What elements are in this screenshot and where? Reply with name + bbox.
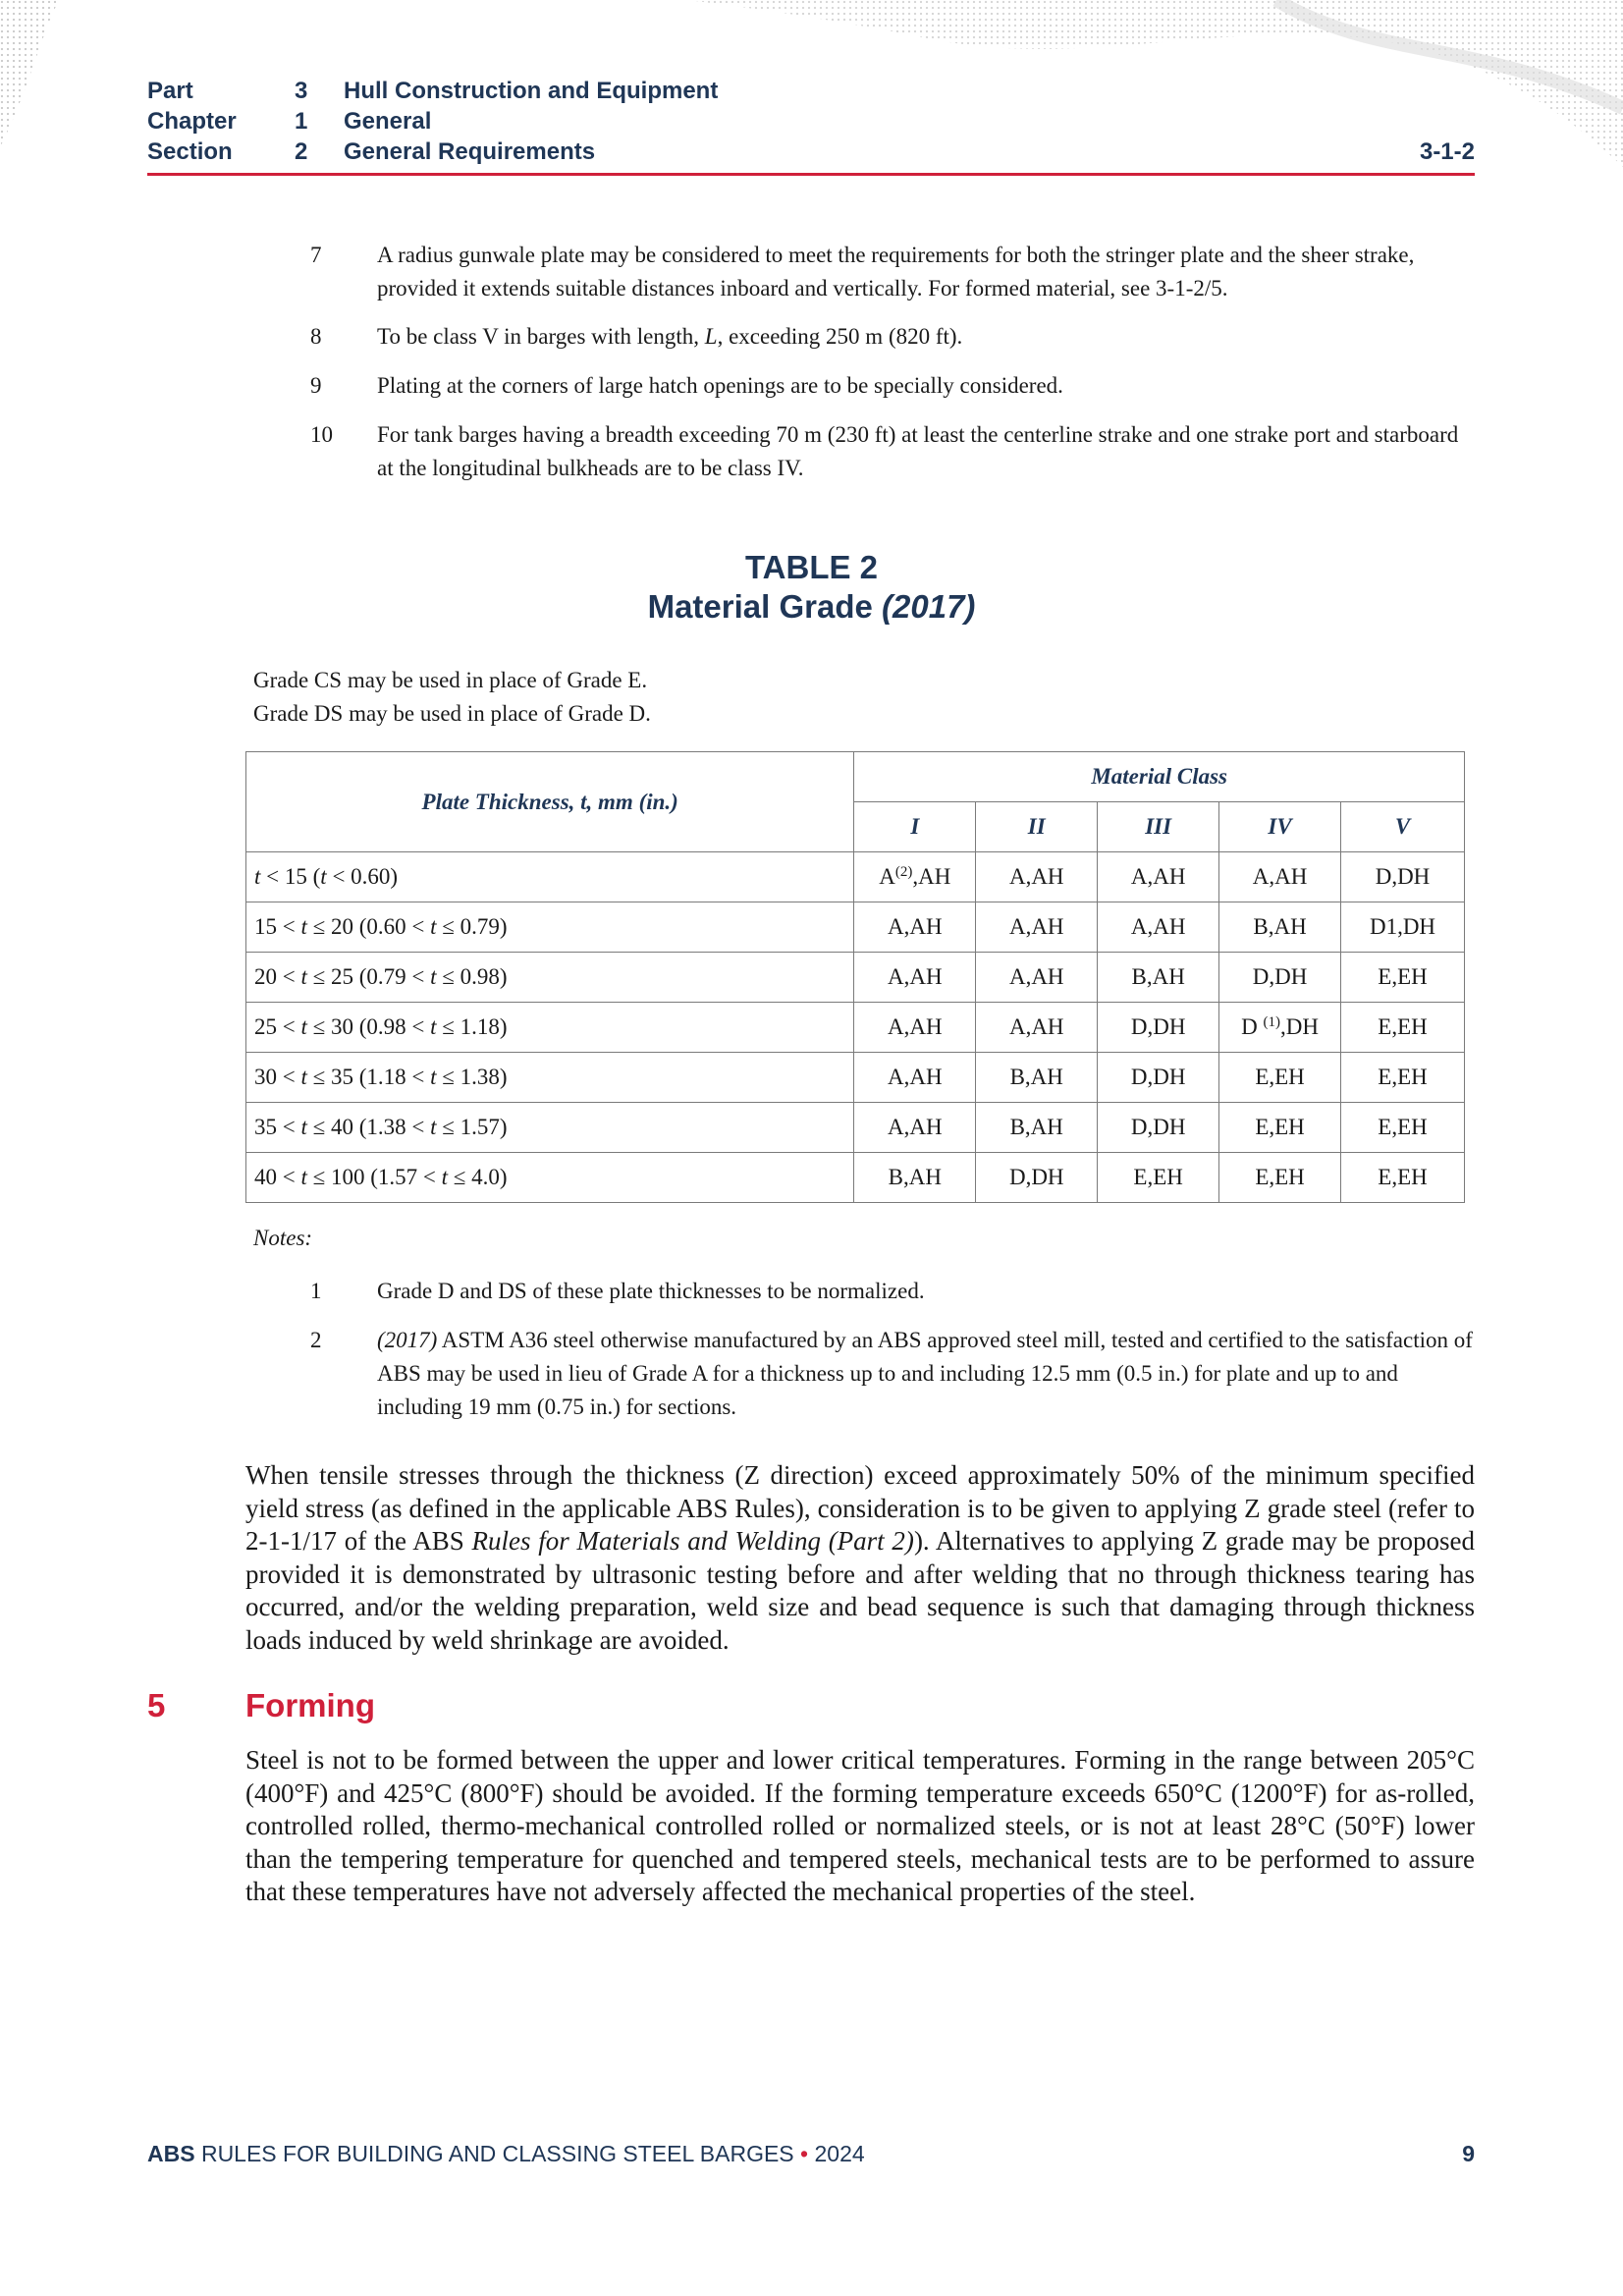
header-section-label: Section [147, 138, 233, 165]
t-min: 40 [254, 1165, 277, 1189]
t-max-in: 1.38 [460, 1065, 500, 1089]
grade-cell: D,DH [1098, 1103, 1219, 1153]
page-footer [147, 2141, 1475, 2167]
t-max-in: 0.98 [460, 964, 500, 989]
grade-cell: D,DH [1098, 1003, 1219, 1053]
note-year: (2017) [377, 1328, 438, 1352]
forming-paragraph: Steel is not to be formed between the upper and lower critical temperatures. Forming in the range between 205°C (400°F) and 425°C (800°F) should be avoided. If the forming temperature exceeds 650°C (1200°F) for as-rolled, controlled rolled, thermo-mechanical controlled rolled or normalized steels, or is not at least 28°C (50°F) lower than the tempering temperature for quenched and tempered steels, mechanical tests are to be performed to assure that these temperatures have not adversely affected the mechanical properties of the steel. [245, 1745, 1475, 1906]
t-max-in: 0.60 [351, 864, 391, 889]
grade-cell: D,DH [976, 1153, 1098, 1203]
note-num: 1 [310, 1279, 322, 1303]
thickness-cell: t < 15 (t < 0.60) [246, 852, 854, 902]
col-header-material-class: Material Class [854, 752, 1465, 802]
t-min: 35 [254, 1115, 277, 1139]
grade-cell: A,AH [976, 902, 1098, 953]
note-num: 2 [310, 1328, 322, 1352]
grade-cell: E,EH [1341, 953, 1465, 1003]
footnote-text: For tank barges having a breadth exceeding 70 m (230 ft) at least the centerline strake and one strake port and starboard at the longitudinal bulkheads are to be class IV. [377, 422, 1459, 480]
footnote-text-pre: To be class V in barges with length, [377, 324, 705, 349]
footnote-num: 8 [310, 324, 322, 349]
grade-cell: B,AH [976, 1103, 1098, 1153]
t-max-in: 1.18 [460, 1014, 500, 1039]
material-grade-table [245, 751, 1465, 1203]
table-row [246, 1153, 1465, 1203]
grade-cell: A,AH [854, 1003, 976, 1053]
grade-main: A [879, 864, 895, 889]
grade-cell: A,AH [854, 902, 976, 953]
table-row [246, 1103, 1465, 1153]
footnote-num: 9 [310, 373, 322, 398]
footer-year: 2024 [808, 2141, 865, 2166]
header-chapter-label: Chapter [147, 108, 237, 135]
footnote-text: Plating at the corners of large hatch openings are to be specially considered. [377, 373, 1063, 398]
col-header-class-ii: II [976, 802, 1098, 852]
page-number: 9 [1462, 2141, 1475, 2166]
grade-cell: A,AH [1219, 852, 1341, 902]
grade-cell: E,EH [1219, 1153, 1341, 1203]
thickness-cell: 20 < t ≤ 25 (0.79 < t ≤ 0.98) [246, 953, 854, 1003]
notes-label: Notes: [253, 1226, 313, 1250]
t-min-in: 1.38 [366, 1115, 406, 1139]
grade-cell: A,AH [1098, 902, 1219, 953]
footnote-var: L [704, 324, 718, 349]
z-para-pre: When tensile stresses through the thickness (Z direction) exceed approximately 50% of the minimum specified yield stress (as defined in the applicable ABS Rules), consideration is to be given to applying Z grade steel (refer to 2-1-1/17 of the ABS [245, 1460, 1475, 1556]
grade-cell: A,AH [976, 852, 1098, 902]
table-row [246, 953, 1465, 1003]
grade-cell: B,AH [1219, 902, 1341, 953]
grade-cell: E,EH [1341, 1153, 1465, 1203]
thickness-cell: 15 < t ≤ 20 (0.60 < t ≤ 0.79) [246, 902, 854, 953]
t-max: 25 [331, 964, 353, 989]
section-number: 5 [147, 1687, 166, 1723]
footnote-text-post: , exceeding 250 m (820 ft). [717, 324, 963, 349]
header-part-label: Part [147, 78, 193, 104]
grade-cell: A,AH [854, 953, 976, 1003]
t-min-in: 0.60 [366, 914, 406, 939]
t-min-in: 1.57 [377, 1165, 418, 1189]
grade-cell: A,AH [854, 1103, 976, 1153]
table-title: TABLE 2 [744, 549, 879, 585]
t-min: 15 [254, 914, 277, 939]
grade-cell: E,EH [1341, 1053, 1465, 1103]
grade-main: D [1241, 1014, 1264, 1039]
footnote-10 [310, 418, 1475, 485]
footer-title: RULES FOR BUILDING AND CLASSING STEEL BARGES [194, 2141, 801, 2166]
grade-note-ref: (2) [894, 864, 913, 880]
t-max-in: 1.57 [460, 1115, 500, 1139]
col-header-thickness: Plate Thickness, t, mm (in.) [246, 752, 854, 852]
grade-note-ref: (1) [1263, 1014, 1280, 1030]
table-row [246, 902, 1465, 953]
grade-cell: A,AH [976, 1003, 1098, 1053]
header-section-row [147, 137, 1475, 167]
table-row [246, 1003, 1465, 1053]
t-max: 15 [284, 864, 307, 889]
header-part-row [147, 76, 1475, 106]
running-header [147, 76, 1475, 167]
t-max: 30 [331, 1014, 353, 1039]
grade-cell: B,AH [1098, 953, 1219, 1003]
grade-cell: A,AH [854, 1053, 976, 1103]
grade-cell: E,EH [1341, 1103, 1465, 1153]
footnote-text: A radius gunwale plate may be considered to meet the requirements for both the stringer plate and the sheer strake, provided it extends suitable distances inboard and vertically. For formed material, see 3-1-2/5. [377, 243, 1415, 301]
t-min-in: 1.18 [366, 1065, 406, 1089]
t-max-in: 4.0 [471, 1165, 500, 1189]
note-text: Grade D and DS of these plate thicknesses to be normalized. [377, 1279, 925, 1303]
z-para-post: ). Alternatives to applying Z grade may be proposed provided it is demonstrated by ultrasonic testing before and after welding that no through thickness tearing has occurred, and/or the welding preparation, weld size and bead sequence is such that damaging through thickness loads induced by weld shrinkage are avoided. [245, 1526, 1475, 1655]
grade-cell: E,EH [1219, 1053, 1341, 1103]
grade-cell [854, 852, 976, 902]
footnote-9 [310, 369, 1475, 403]
t-max: 40 [331, 1115, 353, 1139]
footnote-num: 10 [310, 422, 333, 447]
z-grade-paragraph [245, 1459, 1475, 1657]
col-header-class-v: V [1341, 802, 1465, 852]
grade-cell: E,EH [1341, 1003, 1465, 1053]
header-part-num: 3 [295, 78, 308, 104]
note-body: ASTM A36 steel otherwise manufactured by an ABS approved steel mill, tested and certified to the satisfaction of ABS may be used in lieu of Grade A for a thickness up to and including 12.5 mm (0.5 in.) for plate and up to and including 19 mm (0.75 in.) for sections. [377, 1328, 1473, 1419]
header-chapter-num: 1 [295, 108, 308, 135]
grade-cell: D,DH [1098, 1053, 1219, 1103]
header-part-title: Hull Construction and Equipment [344, 78, 719, 104]
table-subtitle-year: (2017) [882, 588, 976, 625]
table-note-1 [310, 1275, 1475, 1308]
t-max: 100 [331, 1165, 365, 1189]
header-section-title: General Requirements [344, 138, 596, 165]
t-min-in: 0.98 [366, 1014, 406, 1039]
grade-cell: D,DH [1219, 953, 1341, 1003]
grade-cell: E,EH [1098, 1153, 1219, 1203]
table-subtitle [0, 587, 1623, 627]
grade-rest: ,DH [1280, 1014, 1319, 1039]
footnote-num: 7 [310, 243, 322, 267]
col-header-class-i: I [854, 802, 976, 852]
t-min: 30 [254, 1065, 277, 1089]
table-note-2 [310, 1324, 1475, 1424]
col-header-class-iii: III [1098, 802, 1219, 852]
t-max-in: 0.79 [460, 914, 500, 939]
grade-cell: D,DH [1341, 852, 1465, 902]
grade-cell: A,AH [1098, 852, 1219, 902]
thickness-cell: 35 < t ≤ 40 (1.38 < t ≤ 1.57) [246, 1103, 854, 1153]
table-preamble-1: Grade CS may be used in place of Grade E. [253, 668, 648, 692]
grade-rest: ,AH [912, 864, 951, 889]
grade-cell: E,EH [1219, 1103, 1341, 1153]
footnote-8 [310, 320, 1475, 354]
t-max: 35 [331, 1065, 353, 1089]
thickness-cell: 40 < t ≤ 100 (1.57 < t ≤ 4.0) [246, 1153, 854, 1203]
header-section-num: 2 [295, 138, 308, 165]
footnote-text [377, 320, 1475, 354]
t-min: 20 [254, 964, 277, 989]
col-header-class-iv: IV [1219, 802, 1341, 852]
t-min: 25 [254, 1014, 277, 1039]
table-subtitle-text: Material Grade [647, 588, 873, 625]
footer-brand: ABS [147, 2141, 195, 2166]
grade-cell: D1,DH [1341, 902, 1465, 953]
thickness-cell: 25 < t ≤ 30 (0.98 < t ≤ 1.18) [246, 1003, 854, 1053]
grade-cell: B,AH [976, 1053, 1098, 1103]
grade-cell [1219, 1003, 1341, 1053]
z-para-ref: Rules for Materials and Welding (Part 2) [471, 1526, 914, 1556]
header-section-ref: 3-1-2 [1419, 138, 1475, 165]
t-max: 20 [331, 914, 353, 939]
note-text [377, 1324, 1475, 1424]
table-preamble-2: Grade DS may be used in place of Grade D. [253, 701, 651, 726]
header-chapter-row [147, 106, 1475, 137]
t-min-in: 0.79 [366, 964, 406, 989]
header-rule [147, 173, 1475, 176]
table-row [246, 852, 1465, 902]
footer-bullet: • [800, 2141, 809, 2166]
grade-cell: A,AH [976, 953, 1098, 1003]
table-row [246, 1053, 1465, 1103]
op: < [266, 864, 280, 889]
header-chapter-title: General [344, 108, 432, 135]
thickness-cell: 30 < t ≤ 35 (1.18 < t ≤ 1.38) [246, 1053, 854, 1103]
grade-cell: B,AH [854, 1153, 976, 1203]
footnote-7 [310, 239, 1475, 305]
section-title: Forming [245, 1687, 375, 1723]
